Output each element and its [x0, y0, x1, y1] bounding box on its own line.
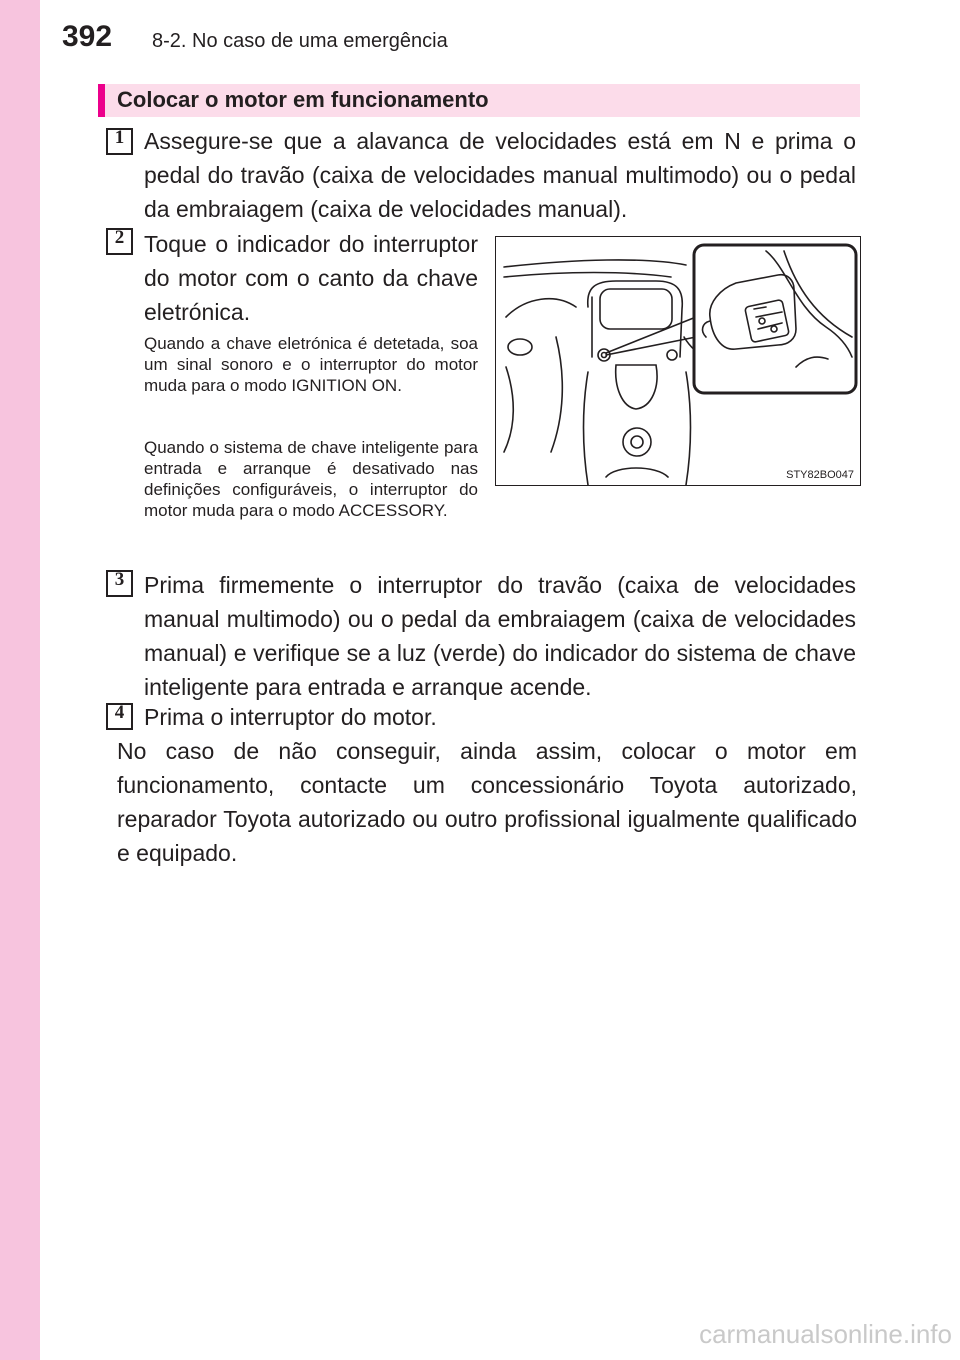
step-number-2: 2 [106, 228, 133, 255]
side-band [0, 0, 40, 1360]
step-number-4: 4 [106, 703, 133, 730]
section-header: 8-2. No caso de uma emergência [152, 30, 448, 52]
step-number-1: 1 [106, 128, 133, 155]
step-text-4: Prima o interruptor do motor. [144, 704, 437, 730]
step-text-3: Prima firmemente o interruptor do travão (caixa de velocidades manual multimodo) ou o pedal da embraiagem (caixa de velocidades manual) e verifique se a luz (verde) do indicador do sistema de chave inteligente para entrada e arranque acende. [144, 572, 856, 700]
key-touch-illustration [495, 236, 861, 486]
closing-paragraph: No caso de não conseguir, ainda assim, colocar o motor em funcionamento, contacte um concessionário Toyota autorizado, reparador Toyota autorizado ou outro profissional igualmente qualificado e equipado. [117, 738, 857, 866]
figure-code: STY82BO047 [786, 469, 854, 481]
step-text-1: Assegure-se que a alavanca de velocidades está em N e prima o pedal do travão (caixa de velocidades manual multimodo) ou o pedal da embraiagem (caixa de velocidades manual). [144, 128, 856, 222]
step-number-3: 3 [106, 570, 133, 597]
step-2-note-1: Quando a chave eletrónica é detetada, soa um sinal sonoro e o interruptor do motor muda para o modo IGNITION ON. [144, 334, 478, 395]
step-text-2: Toque o indicador do interruptor do motor com o canto da chave eletrónica. [144, 231, 478, 325]
step-2-note-2: Quando o sistema de chave inteligente para entrada e arranque é desativado nas definições configuráveis, o interruptor do motor muda para o modo ACCESSORY. [144, 438, 478, 520]
procedure-title: Colocar o motor em funcionamento [117, 87, 489, 112]
page-number: 392 [62, 20, 113, 53]
procedure-title-bar [98, 84, 860, 117]
watermark: carmanualsonline.info [699, 1319, 952, 1349]
dashboard-key-drawing [496, 237, 861, 486]
